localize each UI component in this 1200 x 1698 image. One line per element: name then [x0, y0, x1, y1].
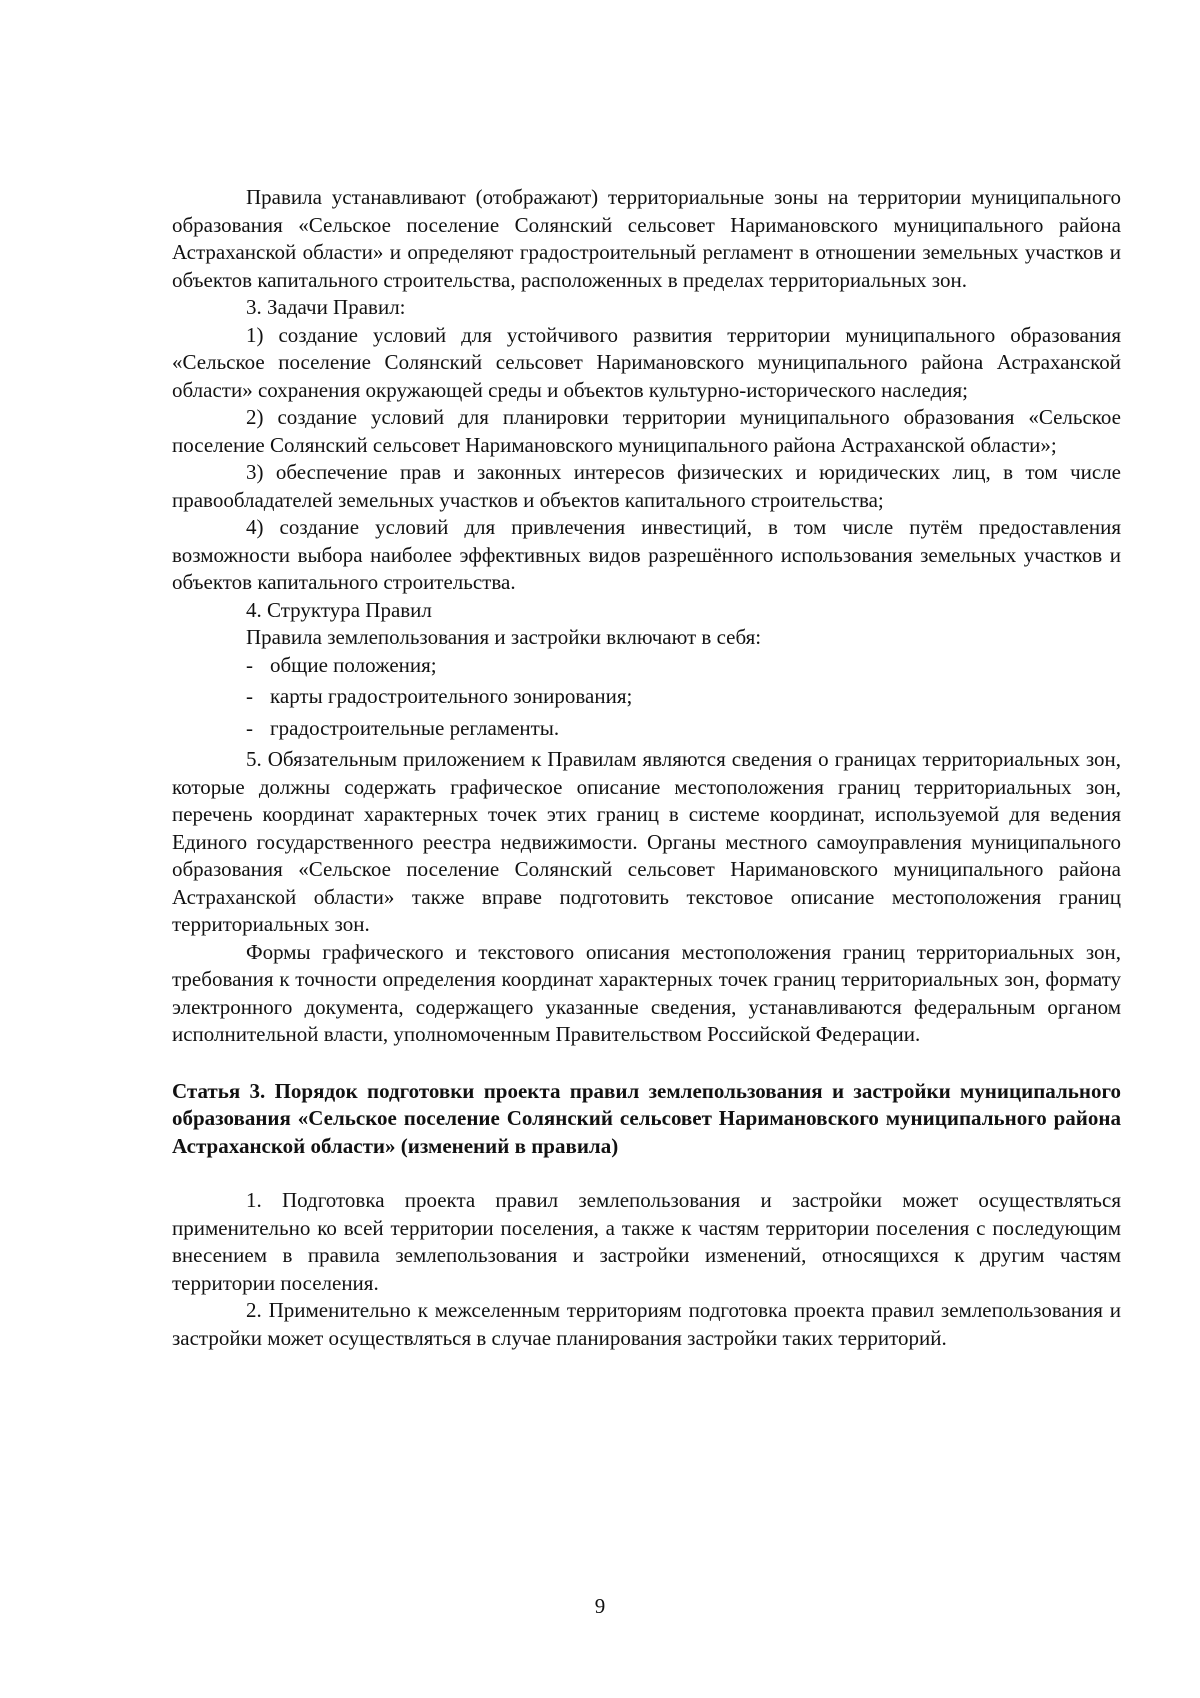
list-dash: - — [246, 684, 253, 708]
paragraph-structure-intro: Правила землепользования и застройки включают в себя: — [246, 625, 762, 649]
spacer — [172, 1160, 1121, 1187]
list-dash: - — [246, 715, 253, 740]
list-item-text: карты градостроительного зонирования; — [270, 684, 633, 708]
paragraph-task-3: 3) обеспечение прав и законных интересов физических и юридических лиц, в том числе правообладателей земельных участков и объектов капитального строительства; — [172, 460, 1121, 512]
paragraph-forms: Формы графического и текстового описания местоположения границ территориальных зон, требования к точности определения координат характерных точек границ территориальных зон, формату электронного документа, содержащего указанные сведения, устанавливаются федеральным органом исполнительной власти, уполномоченным Правительством Российской Федерации. — [172, 939, 1121, 1046]
paragraph-task-2: 2) создание условий для планировки территории муниципального образования «Сельское поселение Солянский сельсовет Наримановского муниципального района Астраханской области»; — [172, 405, 1121, 457]
list-item-text: градостроительные регламенты. — [270, 715, 560, 740]
paragraph-article3-2: 2. Применительно к межселенным территориям подготовка проекта правил землепользования и застройки может осуществляться в случае планирования застройки таких территорий. — [172, 1298, 1121, 1350]
paragraph-task-1: 1) создание условий для устойчивого развития территории муниципального образования «Сельское поселение Солянский сельсовет Наримановского муниципального района Астраханской области» сохранения окружающей среды и объектов культурно-исторического наследия; — [172, 322, 1121, 402]
list-dash: - — [246, 652, 253, 677]
paragraph-appendix: 5. Обязательным приложением к Правилам являются сведения о границах территориальных зон, которые должны содержать графическое описание местоположения границ территориальных зон, перечень координат характерных точек этих границ в системе координат, используемой для ведения Единого государственного реестра недвижимости. Органы местного самоуправления муниципального образования «Сельское поселение Солянский сельсовет Наримановского муниципального района Астраханской области» также вправе подготовить текстовое описание местоположения границ территориальных зон. — [172, 747, 1121, 936]
list-item — [172, 683, 1121, 711]
paragraph-rules-zones: Правила устанавливают (отображают) территориальные зоны на территории муниципального образования «Сельское поселение Солянский сельсовет Наримановского муниципального района Астраханской области» и определяют градостроительный регламент в отношении земельных участков и объектов капитального строительства, расположенных в пределах территориальных зон. — [172, 185, 1121, 292]
paragraph-article3-1: 1. Подготовка проекта правил землепользования и застройки может осуществляться применительно ко всей территории поселения, а также к частям территории поселения с последующим внесением в правила землепользования и застройки изменений, относящихся к другим частям территории поселения. — [172, 1188, 1121, 1295]
page-number: 9 — [594, 1594, 606, 1618]
paragraph-task-4: 4) создание условий для привлечения инвестиций, в том числе путём предоставления возможности выбора наиболее эффективных видов разрешённого использования земельных участков и объектов капитального строительства. — [172, 515, 1121, 594]
article-3-heading: Статья 3. Порядок подготовки проекта правил землепользования и застройки муниципального образования «Сельское поселение Солянский сельсовет Наримановского муниципального района Астраханской области» (изменений в правила) — [172, 1078, 1121, 1158]
paragraph-tasks-title: 3. Задачи Правил: — [246, 295, 406, 319]
paragraph-structure-title: 4. Структура Правил — [246, 597, 432, 622]
list-item — [172, 715, 1121, 743]
document-page — [172, 184, 1121, 1352]
list-item-text: общие положения; — [270, 652, 437, 677]
list-item — [172, 652, 1121, 680]
